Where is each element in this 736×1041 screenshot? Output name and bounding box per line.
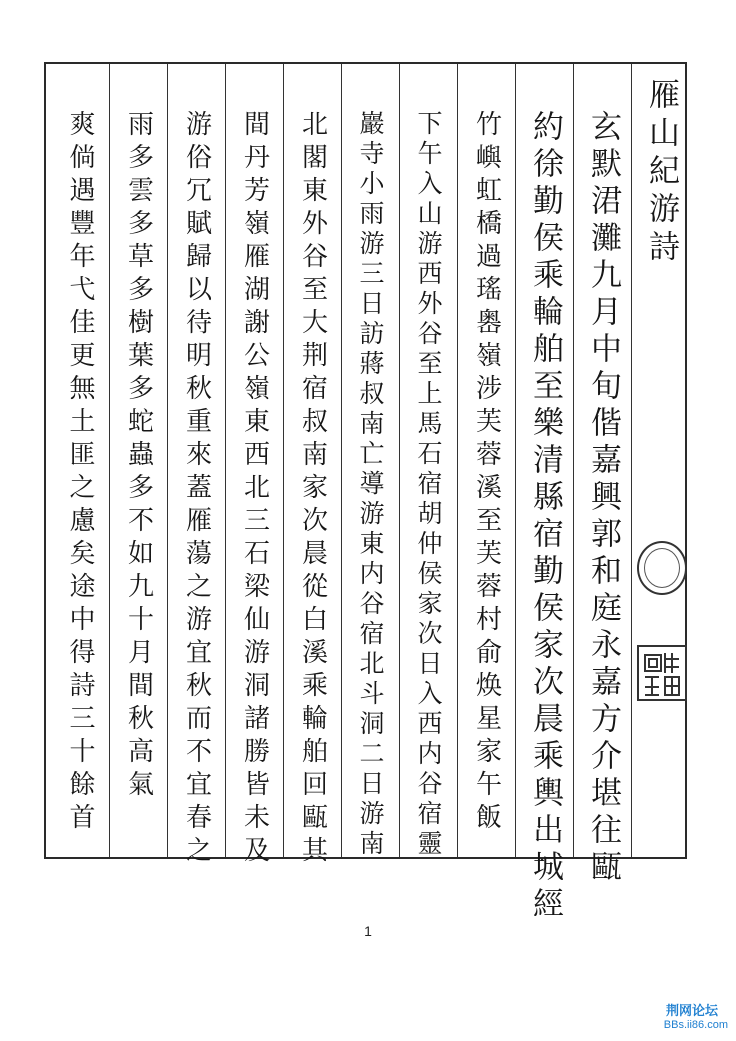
column-text: 玄默涒灘九月中旬偕嘉興郭和庭永嘉方介堪往甌 bbox=[585, 110, 621, 887]
text-column-2 bbox=[515, 64, 573, 924]
page-number: 1 bbox=[364, 923, 372, 939]
column-text: 巖寺小雨游三日訪蔣叔南亡導游東内谷宿北斗洞二日游南 bbox=[356, 110, 385, 860]
square-seal-pattern bbox=[639, 647, 685, 699]
column-text: 竹嶼虹橋過瑤嶴嶺涉芙蓉溪至芙蓉村俞焕星家午飯 bbox=[471, 110, 502, 836]
column-text: 間丹芳嶺雁湖謝公嶺東西北三石梁仙游洞諸勝皆未及 bbox=[239, 110, 270, 869]
text-column-3 bbox=[457, 64, 515, 857]
text-column-10 bbox=[51, 64, 109, 857]
text-column-8 bbox=[167, 64, 225, 869]
text-column-5 bbox=[341, 64, 399, 860]
column-text: 約徐勤侯乘輪舶至樂清縣宿勤侯家次晨乘輿出城經 bbox=[527, 110, 563, 924]
text-column-9 bbox=[109, 64, 167, 857]
watermark-title: 荆网论坛 bbox=[665, 1004, 718, 1019]
column-text: 游俗冗賦歸以待明秋重來蓋雁蕩之游宜秋而不宜春之 bbox=[181, 110, 212, 869]
round-seal-stamp bbox=[637, 541, 687, 595]
column-text: 雨多雲多草多樹葉多蛇蟲多不如九十月間秋高氣 bbox=[123, 110, 154, 803]
text-column-4 bbox=[399, 64, 457, 860]
column-text: 下午入山游西外谷至上馬石宿胡仲侯家次日入西内谷宿靈 bbox=[414, 110, 443, 860]
title-column bbox=[631, 64, 689, 857]
text-column-1 bbox=[573, 64, 631, 887]
text-frame bbox=[44, 62, 687, 924]
text-column-6 bbox=[283, 64, 341, 869]
round-seal-inner-ring bbox=[644, 548, 680, 588]
watermark-url: BBs.ii86.com bbox=[663, 1019, 728, 1031]
column-text: 爽倘遇豐年弋佳更無土匪之慮矣途中得詩三十餘首 bbox=[65, 110, 95, 836]
square-seal-stamp bbox=[637, 645, 687, 701]
document-title: 雁山紀游詩 bbox=[643, 78, 679, 268]
column-text: 北閣東外谷至大荆宿叔南家次晨從白溪乘輪舶回甌其 bbox=[297, 110, 328, 869]
text-column-7 bbox=[225, 64, 283, 869]
